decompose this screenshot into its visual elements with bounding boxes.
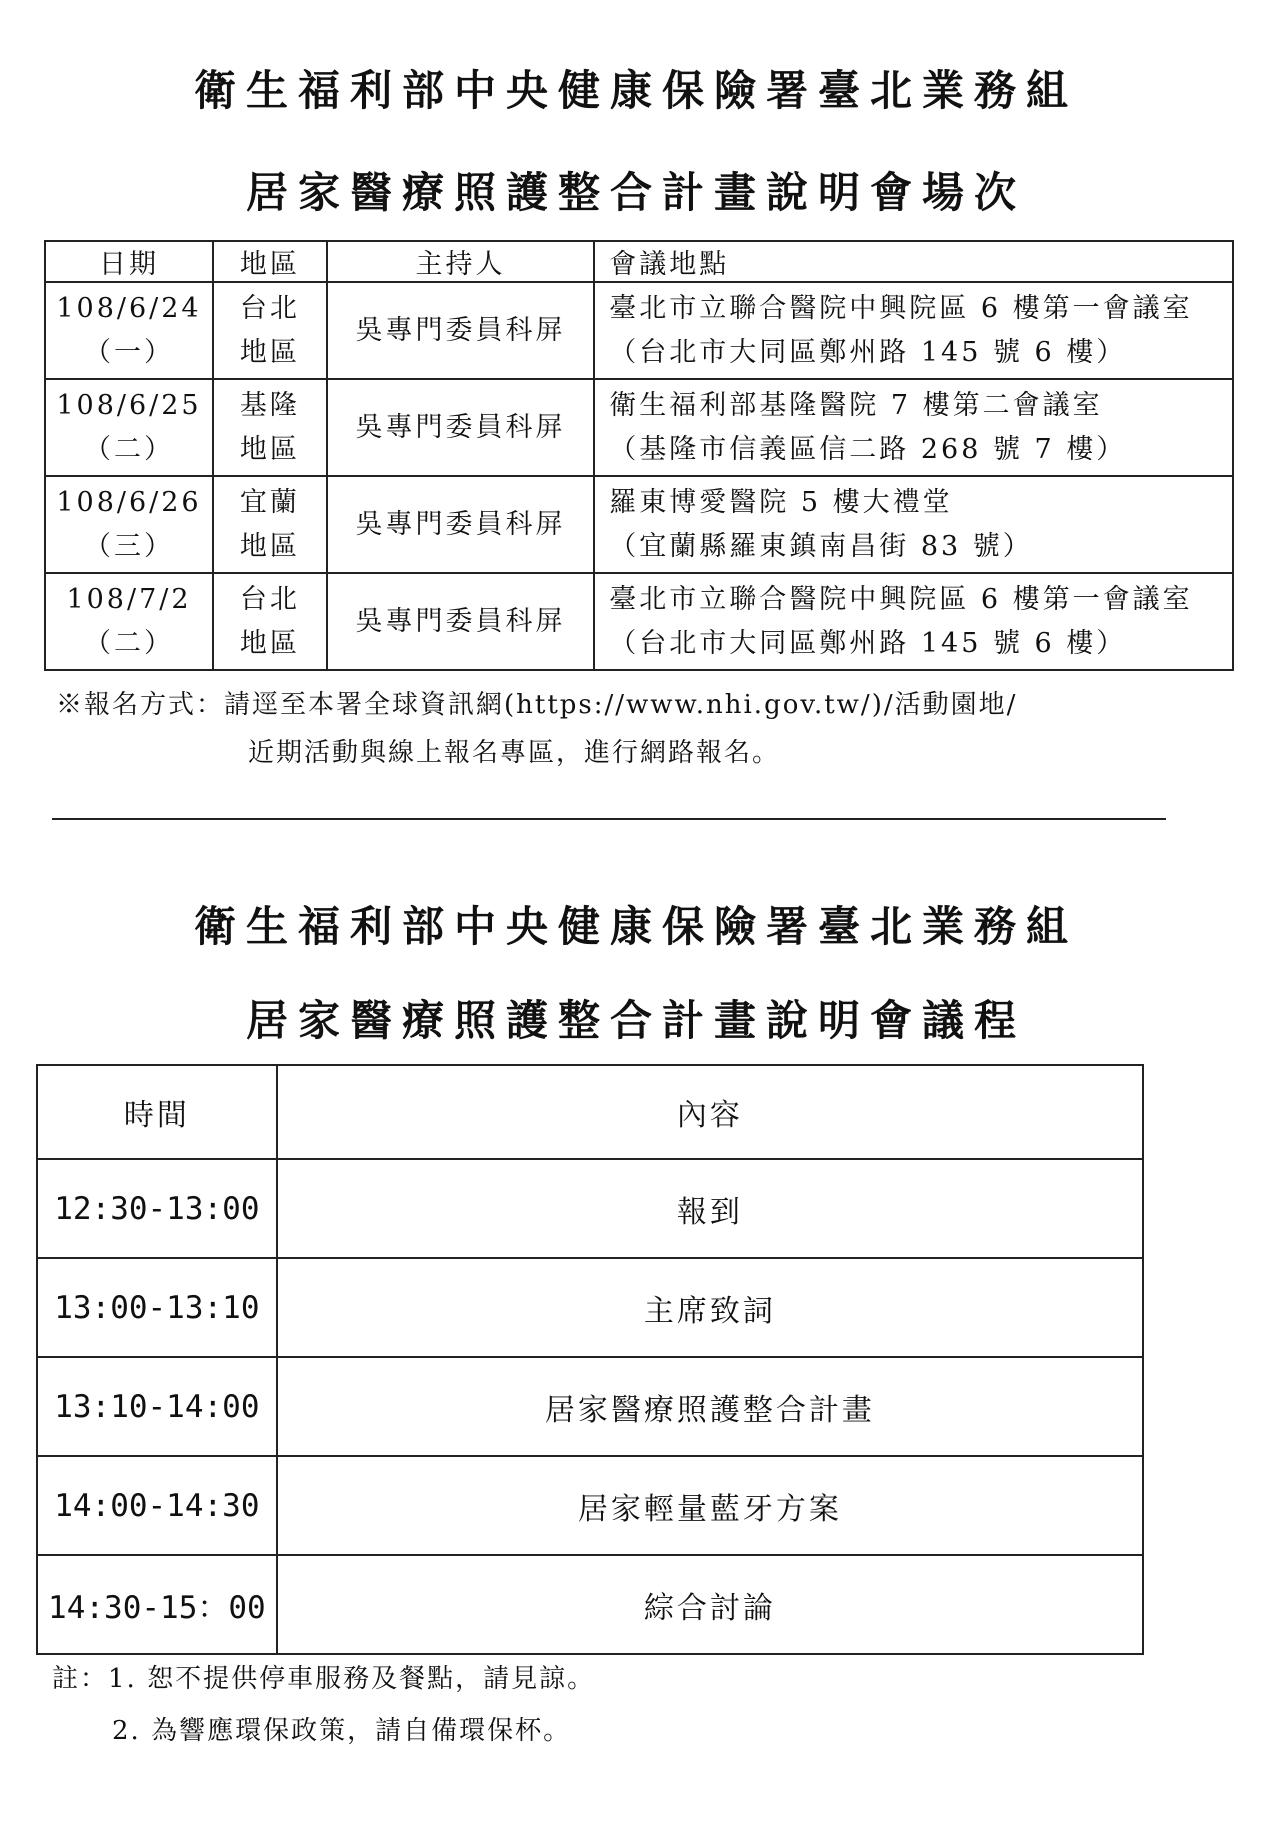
agenda-time: 13:10-14:00 bbox=[37, 1357, 277, 1456]
weekday-value: （一） bbox=[83, 336, 174, 368]
table-header-row bbox=[37, 1065, 1143, 1159]
venue-address: （台北市大同區鄭州路 145 號 6 樓） bbox=[609, 336, 1127, 368]
venue-name: 臺北市立聯合醫院中興院區 6 樓第一會議室 bbox=[609, 292, 1193, 324]
agenda-content: 居家醫療照護整合計畫 bbox=[277, 1357, 1143, 1456]
session-date bbox=[45, 573, 213, 670]
table-row bbox=[37, 1555, 1143, 1654]
session-schedule-table bbox=[44, 240, 1234, 671]
table-row bbox=[45, 379, 1233, 476]
registration-note: ※報名方式：請逕至本署全球資訊網(https://www.nhi.gov.tw/)/活動園地/ bbox=[56, 690, 1018, 720]
agenda-title: 居家醫療照護整合計畫說明會議程 bbox=[245, 996, 1026, 1045]
section-divider bbox=[52, 818, 1166, 820]
venue-name: 羅東博愛醫院 5 樓大禮堂 bbox=[609, 486, 953, 518]
weekday-value: （二） bbox=[83, 433, 174, 465]
session-venue bbox=[594, 282, 1233, 379]
table-row bbox=[45, 282, 1233, 379]
session-venue bbox=[594, 573, 1233, 670]
header-venue: 會議地點 bbox=[594, 241, 1233, 282]
session-region bbox=[213, 379, 327, 476]
schedule-title: 居家醫療照護整合計畫說明會場次 bbox=[245, 168, 1026, 217]
agenda-time: 14:30-15：00 bbox=[37, 1555, 277, 1654]
region-suffix: 地區 bbox=[239, 530, 300, 562]
region-name: 基隆 bbox=[239, 389, 300, 421]
session-host: 吳專門委員科屏 bbox=[327, 573, 594, 670]
footnote-2: 2. 為響應環保政策，請自備環保杯。 bbox=[112, 1716, 572, 1746]
session-region bbox=[213, 282, 327, 379]
table-row bbox=[37, 1456, 1143, 1555]
session-host: 吳專門委員科屏 bbox=[327, 282, 594, 379]
region-name: 台北 bbox=[239, 583, 300, 615]
venue-name: 臺北市立聯合醫院中興院區 6 樓第一會議室 bbox=[609, 583, 1193, 615]
venue-address: （台北市大同區鄭州路 145 號 6 樓） bbox=[609, 627, 1127, 659]
venue-name: 衛生福利部基隆醫院 7 樓第二會議室 bbox=[609, 389, 1103, 421]
agenda-content: 綜合討論 bbox=[277, 1555, 1143, 1654]
schedule-title-org: 衛生福利部中央健康保險署臺北業務組 bbox=[193, 66, 1078, 115]
header-date: 日期 bbox=[45, 241, 213, 282]
date-value: 108/7/2 bbox=[66, 583, 192, 615]
table-row bbox=[37, 1357, 1143, 1456]
table-row bbox=[45, 573, 1233, 670]
agenda-time: 12:30-13:00 bbox=[37, 1159, 277, 1258]
session-region bbox=[213, 573, 327, 670]
agenda-content: 主席致詞 bbox=[277, 1258, 1143, 1357]
agenda-title-org: 衛生福利部中央健康保險署臺北業務組 bbox=[193, 902, 1078, 951]
table-header-row bbox=[45, 241, 1233, 282]
region-suffix: 地區 bbox=[239, 336, 300, 368]
header-time: 時間 bbox=[37, 1065, 277, 1159]
session-host: 吳專門委員科屏 bbox=[327, 379, 594, 476]
header-region: 地區 bbox=[213, 241, 327, 282]
region-name: 台北 bbox=[239, 292, 300, 324]
session-region bbox=[213, 476, 327, 573]
registration-note-continued: 近期活動與線上報名專區，進行網路報名。 bbox=[248, 738, 781, 768]
date-value: 108/6/26 bbox=[56, 486, 202, 518]
weekday-value: （二） bbox=[83, 627, 174, 659]
session-venue bbox=[594, 379, 1233, 476]
session-host: 吳專門委員科屏 bbox=[327, 476, 594, 573]
region-suffix: 地區 bbox=[239, 627, 300, 659]
venue-address: （基隆市信義區信二路 268 號 7 樓） bbox=[609, 433, 1127, 465]
region-suffix: 地區 bbox=[239, 433, 300, 465]
date-value: 108/6/24 bbox=[56, 292, 202, 324]
agenda-content: 居家輕量藍牙方案 bbox=[277, 1456, 1143, 1555]
region-name: 宜蘭 bbox=[239, 486, 300, 518]
agenda-time: 14:00-14:30 bbox=[37, 1456, 277, 1555]
footnote-1: 註：1. 恕不提供停車服務及餐點，請見諒。 bbox=[52, 1664, 596, 1694]
session-date bbox=[45, 379, 213, 476]
session-date bbox=[45, 476, 213, 573]
table-row bbox=[45, 476, 1233, 573]
session-date bbox=[45, 282, 213, 379]
date-value: 108/6/25 bbox=[56, 389, 202, 421]
table-row bbox=[37, 1159, 1143, 1258]
session-venue bbox=[594, 476, 1233, 573]
agenda-table bbox=[36, 1064, 1144, 1655]
header-content: 內容 bbox=[277, 1065, 1143, 1159]
agenda-content: 報到 bbox=[277, 1159, 1143, 1258]
agenda-time: 13:00-13:10 bbox=[37, 1258, 277, 1357]
header-host: 主持人 bbox=[327, 241, 594, 282]
weekday-value: （三） bbox=[83, 530, 174, 562]
venue-address: （宜蘭縣羅東鎮南昌街 83 號） bbox=[609, 530, 1033, 562]
table-row bbox=[37, 1258, 1143, 1357]
